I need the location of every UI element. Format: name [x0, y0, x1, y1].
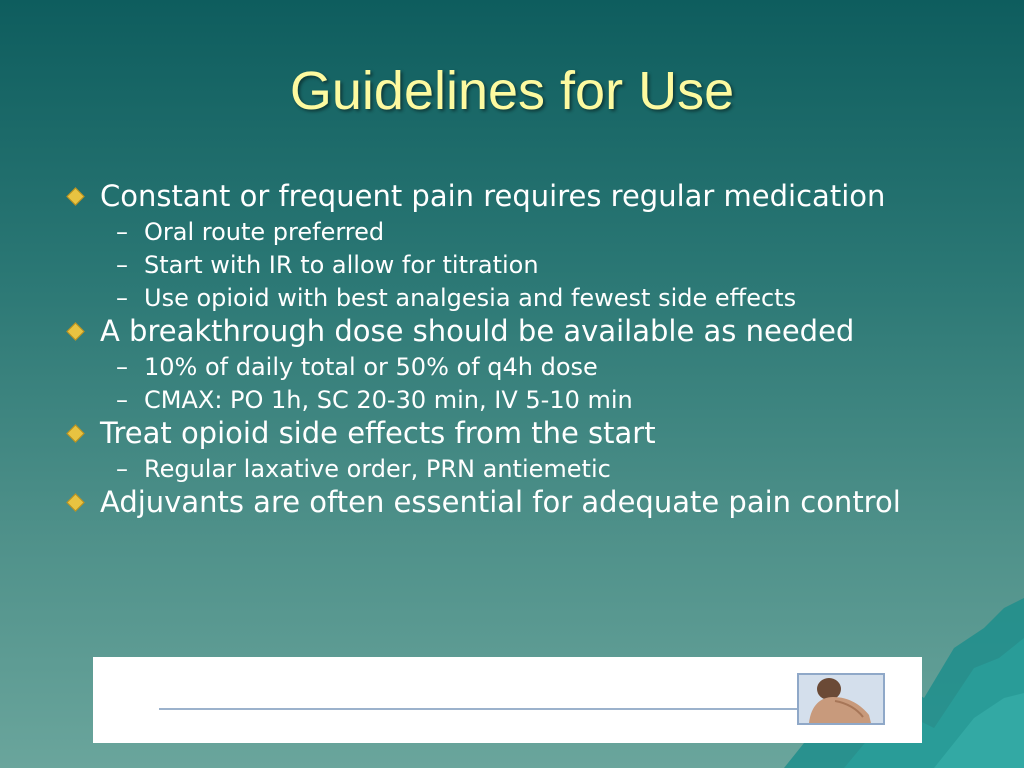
bullet-text: Treat opioid side effects from the start: [100, 416, 656, 450]
footer-banner: [93, 657, 922, 743]
sub-bullet-text: Start with IR to allow for titration: [144, 251, 539, 279]
sub-bullet-item: [62, 384, 962, 417]
footer-divider: [159, 708, 799, 710]
bullet-text: Constant or frequent pain requires regular medication: [100, 179, 886, 213]
bullet-text: Adjuvants are often essential for adequate pain control: [100, 485, 901, 519]
sub-bullet-item: [62, 216, 962, 249]
bullet-item: [62, 315, 962, 347]
bullet-item: [62, 486, 962, 518]
sub-bullet-text: Use opioid with best analgesia and fewest side effects: [144, 284, 797, 312]
person-back-thumbnail: [797, 673, 885, 725]
sub-bullet-item: [62, 249, 962, 282]
sub-bullet-text: CMAX: PO 1h, SC 20-30 min, IV 5-10 min: [144, 386, 633, 414]
bullet-item: [62, 180, 962, 212]
sub-bullet-text: 10% of daily total or 50% of q4h dose: [144, 353, 598, 381]
sub-bullet-text: Regular laxative order, PRN antiemetic: [144, 455, 611, 483]
dash-marker: –: [116, 353, 128, 381]
dash-marker: –: [116, 386, 128, 414]
dash-marker: –: [116, 251, 128, 279]
diamond-bullet-icon: [66, 493, 84, 511]
diamond-bullet-icon: [66, 322, 84, 340]
bullet-list: [62, 180, 962, 522]
dash-marker: –: [116, 284, 128, 312]
bullet-text: A breakthrough dose should be available as needed: [100, 314, 855, 348]
sub-bullet-item: [62, 453, 962, 486]
sub-bullet-text: Oral route preferred: [144, 218, 385, 246]
dash-marker: –: [116, 455, 128, 483]
sub-bullet-item: [62, 351, 962, 384]
sub-bullet-item: [62, 282, 962, 315]
dash-marker: –: [116, 218, 128, 246]
person-back-icon: [799, 675, 883, 723]
slide-title: Guidelines for Use: [289, 61, 735, 121]
diamond-bullet-icon: [66, 187, 84, 205]
diamond-bullet-icon: [66, 424, 84, 442]
bullet-item: [62, 417, 962, 449]
